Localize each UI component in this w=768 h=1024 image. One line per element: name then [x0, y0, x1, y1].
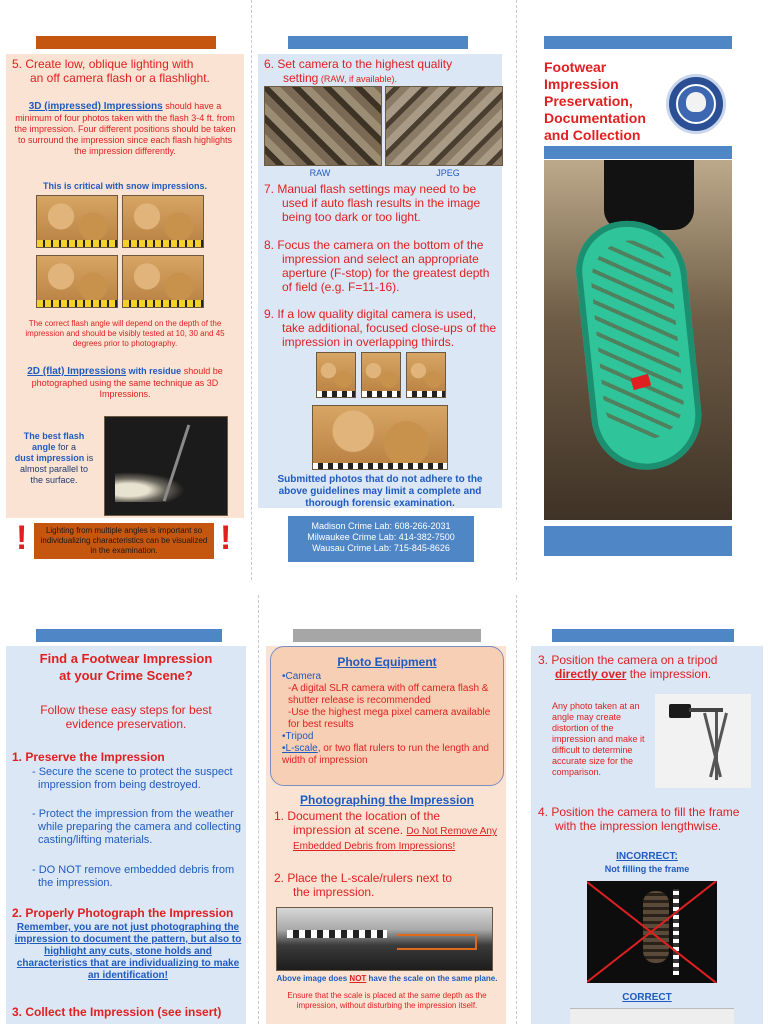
lab-madison: Madison Crime Lab: 608-266-2031 [311, 521, 451, 531]
flat-title: 2D (flat) Impressions [27, 366, 127, 377]
step8-text: 8. Focus the camera on the bottom of the impression and select an appropriate aperture (F-stop) for the greatest depth of field (e.g. F=11-16). [264, 238, 490, 294]
fold-line-top-left [251, 0, 252, 580]
impression-photo-3 [36, 255, 118, 308]
step2-body: Remember, you are not just photographing the impression to document the pattern, but also to highlight any cuts, stone holds and characteristics that are individualizing to make an identification! [14, 922, 242, 981]
photo-equipment-title: Photo Equipment [337, 655, 437, 669]
snow-note: This is critical with snow impressions. [42, 181, 208, 191]
panel5-header-bar [293, 629, 481, 642]
position-tripod-step: 3. Position the camera on a tripod directly over the impression. [538, 653, 718, 681]
fill-frame-step: 4. Position the camera to fill the frame with the impression lengthwise. [538, 805, 740, 833]
impression-photo-1 [36, 195, 118, 248]
incorrect-example-photo [587, 881, 717, 983]
ruler-small [673, 889, 679, 975]
skull-icon [686, 92, 706, 112]
flash-angle-note: The correct flash angle will depend on the depth of the impression and should be visibly tested at 10, 30 and 45 degrees prior to photography. [25, 319, 225, 348]
fold-line-top-right [516, 0, 517, 580]
incorrect-label: INCORRECT: [616, 851, 678, 862]
find-impression-heading: Find a Footwear Impression at your Crime Scene? [39, 651, 213, 683]
shoe-sole [571, 215, 707, 475]
jpeg-label: JPEG [436, 168, 460, 178]
lab-milwaukee: Milwaukee Crime Lab: 414-382-7500 [307, 532, 455, 542]
impression-photo-4 [122, 255, 204, 308]
panel2-header-bar [288, 36, 468, 49]
step5-heading: 5. Create low, oblique lighting with an off camera flash or a flashlight. [12, 57, 210, 85]
crime-lab-contacts [288, 516, 474, 562]
fold-line-bottom-right [516, 595, 517, 1024]
panel3-mid-bar [544, 146, 732, 159]
closeup-photo-3 [406, 352, 446, 398]
step2-title: 2. Properly Photograph the Impression [12, 906, 234, 920]
scale-bar [287, 930, 387, 938]
lscale-example-photo [276, 907, 493, 971]
photo-step1: 1. Document the location of the impression at scene. Do Not Remove Any Embedded Debris from Impressions! [274, 809, 497, 852]
ensure-scale-note: Ensure that the scale is placed at the same depth as the impression, without disturbing the impression itself. [287, 991, 487, 1010]
leg-shape [604, 160, 694, 230]
tripod-photo [655, 694, 751, 788]
dust-lighting-photo [104, 416, 228, 516]
photo-equipment-list: •Camera -A digital SLR camera with off camera flash & shutter release is recommended -Use the highest mega pixel camera available for best results •Tripod •L-scale, or two flat rulers to run the length and width of impression [282, 671, 491, 766]
submitted-photos-note: Submitted photos that do not adhere to the above guidelines may limit a complete and thorough forensic examination. [277, 474, 483, 509]
impressed-text: 3D (impressed) Impressions should have a minimum of four photos taken with the flash 3-4 ft. from the impression. Four different positions should be taken to surround the impression since each flash highlights the impression differently. [14, 101, 236, 156]
fold-line-bottom-left [258, 595, 259, 1024]
raw-photo [264, 86, 382, 166]
step6-heading: 6. Set camera to the highest quality setting (RAW, if available). [264, 57, 453, 85]
photo-step2: 2. Place the L-scale/rulers next to the impression. [274, 871, 453, 899]
lab-wausau: Wausau Crime Lab: 715-845-8626 [312, 543, 450, 553]
orange-depth-marker [397, 934, 477, 950]
correct-label: CORRECT [622, 992, 672, 1003]
intro-text: Follow these easy steps for best evidence preservation. [40, 703, 212, 731]
camera-icon [669, 704, 691, 718]
step7-text: 7. Manual flash settings may need to be used if auto flash results in the image being too dark or too light. [264, 182, 481, 224]
angle-distortion-note: Any photo taken at an angle may create distortion of the impression and make it difficult to determine accurate size for the comparison. [552, 701, 645, 777]
correct-example-photo [570, 1008, 734, 1024]
scale-plane-note: Above image does NOT have the scale on the same plane. [276, 974, 498, 983]
warning-exclamation-right: ! [220, 519, 232, 557]
lighting-warning-box: Lighting from multiple angles is important so individualizing characteristics can be visualized in the examination. [34, 523, 214, 559]
step1-bullet-3: - DO NOT remove embedded debris from the impression. [32, 864, 235, 889]
panel3-bottom-bar [544, 526, 732, 556]
panel1-header-bar [36, 36, 216, 49]
step1-bullet-2: - Protect the impression from the weather while preparing the camera and collecting casting/lifting materials. [32, 808, 242, 846]
flat-impressions-text: 2D (flat) Impressions with residue should be photographed using the same technique as 3D Impressions. [27, 366, 223, 399]
agency-seal [666, 74, 726, 134]
raw-label: RAW [309, 168, 331, 178]
panel6-header-bar [552, 629, 734, 642]
flashlight-beam [115, 472, 185, 502]
shoe-tread-photo [544, 160, 732, 520]
closeup-photo-2 [361, 352, 401, 398]
cover-title: Footwear Impression Preservation, Documentation and Collection [544, 59, 646, 143]
panel4-header-bar [36, 629, 222, 642]
overlap-full-photo [312, 405, 448, 470]
warning-exclamation-left: ! [16, 519, 28, 557]
step1-bullet-1: - Secure the scene to protect the suspect impression from being destroyed. [32, 766, 233, 791]
closeup-photo-1 [316, 352, 356, 398]
incorrect-sublabel: Not filling the frame [604, 864, 690, 874]
dust-impression-note: The best flash angle for a dust impression is almost parallel to the surface. [14, 431, 94, 485]
step1-title: 1. Preserve the Impression [12, 750, 165, 764]
step9-text: 9. If a low quality digital camera is used, take additional, focused close-ups of the impression in overlapping thirds. [264, 307, 497, 349]
jpeg-photo [385, 86, 503, 166]
step3-title: 3. Collect the Impression (see insert) [12, 1005, 222, 1019]
impression-photo-2 [122, 195, 204, 248]
impressed-title: 3D (impressed) Impressions [28, 101, 163, 112]
panel3-header-bar [544, 36, 732, 49]
photographing-title: Photographing the Impression [299, 793, 474, 807]
